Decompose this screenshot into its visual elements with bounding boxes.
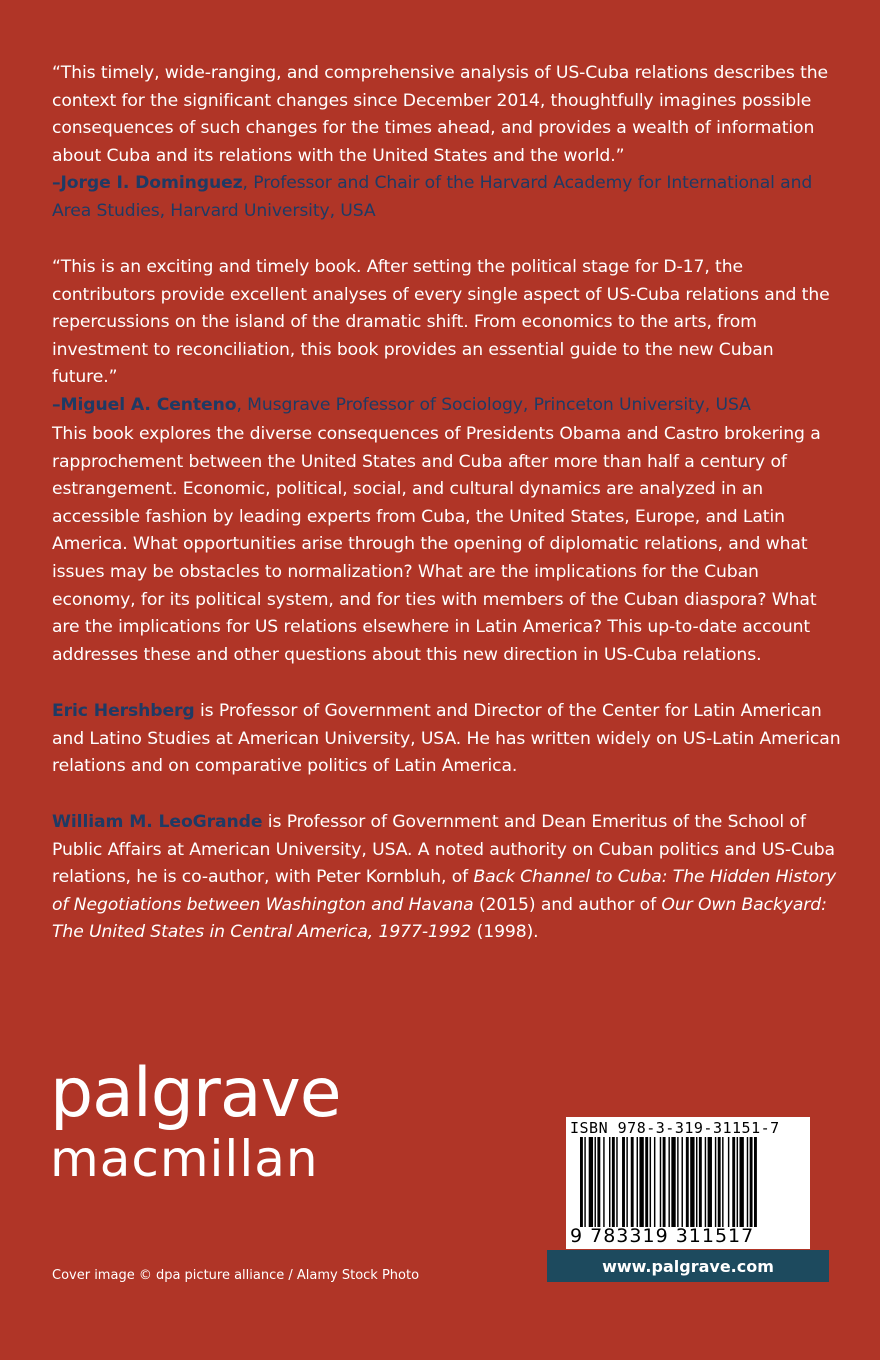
editor-1-bio: is Professor of Government and Director of the Center for Latin American and Latino Studies at American University, USA. He has written widely on US-Latin American relations and on comparative politics of Latin America. — [52, 701, 841, 777]
logo-line-1: palgrave — [50, 1054, 341, 1133]
publisher-url[interactable]: www.palgrave.com — [547, 1250, 829, 1282]
editor-bio-1 — [52, 698, 842, 781]
endorsement-2-author: Miguel A. Centeno — [60, 394, 237, 415]
editor-2-book-2: Our Own Backyard: The United States in Central America, 1977-1992 — [52, 894, 827, 943]
endorsement-2: “This is an exciting and timely book. After setting the political stage for D-17, the contributors provide excellent analyses of every single aspect of US-Cuba relations and the repercussions on the island of the dramatic shift. From economics to the arts, from investment to reconciliation, this book provides an essential guide to the new Cuban future.” –Miguel A. Centeno, Musgrave Professor of Sociology, Princeton University, USA — [52, 257, 830, 415]
editor-2-bio-c: (1998). — [471, 922, 539, 943]
endorsement-1-author: Jorge I. Dominguez — [60, 173, 243, 194]
editor-1-name: Eric Hershberg — [52, 701, 195, 721]
endorsement-1-author-desc: , Professor and Chair of the Harvard Academy for International and Area Studies, Harvard University, USA — [52, 173, 813, 221]
endorsement-2-text: “This is an exciting and timely book. After setting the political stage for D-17, the contributors provide excellent analyses of every single aspect of US-Cuba relations and the repercussions on the island of the dramatic shift. From economics to the arts, from investment to reconciliation, this book provides an essential guide to the new Cuban future.” — [52, 257, 830, 388]
editor-2-bio-b: (2015) and author of — [473, 894, 662, 915]
isbn-barcode — [566, 1117, 810, 1249]
barcode-bars — [580, 1137, 804, 1227]
endorsement-1: “This timely, wide-ranging, and comprehensive analysis of US-Cuba relations describes the context for the significant changes since December 2014, thoughtfully imagines possible consequences of such changes for the times ahead, and provides a wealth of information about Cuba and its relations with the United States and the world.” –Jorge I. Dominguez, Professor and Chair of the Harvard Academy for International and Area Studies, Harvard University, USA — [52, 63, 829, 221]
editor-2-book-1: Back Channel to Cuba: The Hidden History of Negotiations between Washington and Havana — [52, 867, 837, 915]
logo-line-2: macmillan — [50, 1130, 319, 1188]
isbn-text: ISBN 978-3-319-31151-7 — [570, 1119, 780, 1137]
publisher-logo — [50, 1054, 341, 1188]
book-description-text: This book explores the diverse consequences of Presidents Obama and Castro brokering a rapprochement between the United States and Cuba after more than half a century of estrangement. Economic, political, social, and cultural dynamics are analyzed in an accessible fashion by leading experts from Cuba, the United States, Europe, and Latin America. What opportunities arise through the opening of diplomatic relations, and what issues may be obstacles to normalization? What are the implications for the Cuban economy, for its political system, and for ties with members of the Cuban diaspora? What are the implications for US relations elsewhere in Latin America? This up-to-date account addresses these and other questions about this new direction in US-Cuba relations. — [52, 424, 821, 665]
editor-2-name: William M. LeoGrande — [52, 812, 263, 832]
cover-image-credit: Cover image © dpa picture alliance / Alamy Stock Photo — [52, 1268, 420, 1283]
book-description — [52, 421, 842, 669]
editor-2-bio-a: is Professor of Government and Dean Emeritus of the School of Public Affairs at American University, USA. A noted authority on Cuban politics and US-Cuba relations, he is co-author, with Peter Kornbluh, of — [52, 812, 835, 888]
editor-bio-2 — [52, 809, 842, 947]
barcode-digits: 9 783319 311517 — [570, 1225, 755, 1247]
endorsement-2-author-desc: , Musgrave Professor of Sociology, Princeton University, USA — [236, 394, 751, 415]
endorsement-1-text: “This timely, wide-ranging, and comprehensive analysis of US-Cuba relations describes the context for the significant changes since December 2014, thoughtfully imagines possible consequences of such changes for the times ahead, and provides a wealth of information about Cuba and its relations with the United States and the world.” — [52, 63, 829, 166]
